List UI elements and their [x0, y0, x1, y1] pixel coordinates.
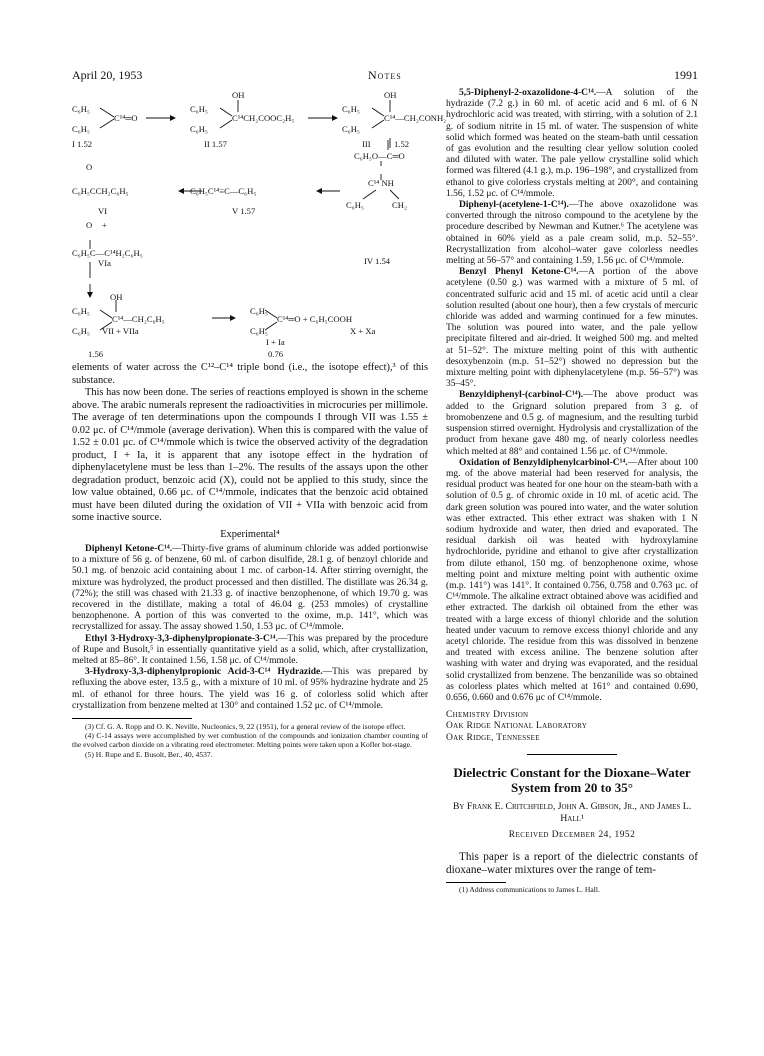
- scheme-IV-mid: C¹⁴ NH: [368, 178, 394, 188]
- scheme-III-value: 1.52: [394, 139, 410, 149]
- exp-acetylene: [446, 200, 698, 267]
- scheme-VII-label: VII + VIIa: [102, 326, 139, 336]
- exp-oxidation-body: —After about 100 mg. of the above material had been reserved for analysis, the residual product was heated for one hour on the steam-bath with a solution of 0.5 g. of chromic oxide in 10 ml. of acetic acid. The dark green solution was poured into water, and the water solution was ether extracted. This ether extract was shaken with 1 N sodium hydroxide and water, then dried and evaporated. The residual darkish oil was heated with hydroxylamine hydrochloride, pyridine and ethanol to give after crystallization from dilute ethanol, 150 mg. of benzophenone oxime, whose melting point and mixture melting point with authentic oxime (m.p. 141°) was 141°. It contained 0.756, 0.758 and 0.763 μc. of C¹⁴/mmole. The alkaline extract obtained above was acidified and ether extracted. The darkish oil obtained from the ether was treated with a large excess of thionyl chloride and the solution heated under vacuum to remove excess thionyl chloride and any acetyl chloride. The residue from this was dissolved in benzene and treated with excess aniline. The benzene solution after washing with water and drying was evaporated, and the residual solid crystallized from benzene. The benzanilide was so obtained as colorless plates which melted at 161° and contained 0.690, 0.656, 0.660 and 0.676 μc of C¹⁴/mmole.: [446, 457, 699, 703]
- exp-oxazolidone-body: —A solution of the hydrazide (7.2 g.) in 60 ml. of acetic acid and 6 ml. of 6 N hydrochloric acid was treated, with stirring, with a solution of 2.1 g. of sodium nitrite in 15 ml. of water. The suspension of white solid which formed was heated on the steam-bath until cessation of gas evolution and the resulting clear yellow solution cooled and diluted with water. The pale yellow crystalline solid which formed was filtered (4.1 g.), m.p. 196–198°, and crystallized from ethanol to give colorless crystals melting at 200°, and containing 1.56, 1.52 μc. of C¹⁴/mmole.: [446, 88, 698, 199]
- scheme-III-label: III: [362, 139, 371, 149]
- exp-ethyl-ester-body: —This was prepared by the procedure of Rupe and Busolt,⁵ in essentially quantitative yield as a solid, which, after crystallization, melted at 85–86°. It contained 1.56, 1.58 μc. of C¹⁴/mmole.: [72, 633, 428, 667]
- exp-benzyl-phenyl-ketone-body: —A portion of the above acetylene (0.50 g.) was warmed with a mixture of 5 ml. of concentrated sulfuric acid and 15 ml. of acetic acid until a clear solution resulted (about one hour), then a few crystals of mercuric chloride was added and warming continued for a few minutes. The solution was poured into water, and the pale yellow precipitate filtered and air-dried. It weighed 500 mg. and melted at 51–52°. The mixture melting point of this with authentic desoxybenzoin (m.p. 51–52°) showed no depression but the mixture melting point with diphenylacetylene (m.p. 56–57°) was 35–45°.: [446, 267, 698, 390]
- scheme-VII-ph2: C₆H₅: [72, 326, 90, 336]
- exp-oxidation-title: Oxidation of Benzyldiphenylcarbinol-C¹⁴.: [459, 457, 628, 468]
- running-section: Notes: [368, 68, 402, 82]
- scheme-I-label: I 1.52: [72, 139, 93, 149]
- scheme-III-core: C¹⁴—CH₂CONH₂: [384, 113, 447, 123]
- scheme-VI-o: O: [86, 162, 93, 172]
- scheme-VIa-label: VIa: [98, 258, 111, 268]
- left-column: [72, 362, 428, 759]
- reaction-scheme: [72, 86, 477, 360]
- scheme-Ia-value: 0.76: [268, 349, 284, 359]
- footnote-4: (4) C-14 assays were accomplished by wet combustion of the compounds and ionization chamber counting of the evolved carbon dioxide on a vibrating reed electrometer. Melting points were taken upon a Kofler hot-stage.: [72, 731, 428, 750]
- exp-hydrazide-body: —This was prepared by refluxing the above ester, 13.5 g., with a mixture of 10 ml. of 95% hydrazine hydrate and 25 ml. of ethanol for three hours. The yield was 16 g. of colorless solid which after crystallization from benzene melted at 130° and contained 1.52 μc. of C¹⁴/mmole.: [72, 667, 428, 711]
- scheme-I-core: C¹⁴═O: [114, 113, 138, 123]
- exp-oxazolidone: [446, 88, 698, 200]
- scheme-VII-ph1: C₆H₅: [72, 306, 90, 316]
- article-title: Dielectric Constant for the Dioxane–Water System from 20 to 35°: [453, 764, 691, 795]
- scheme-II-oh: OH: [232, 90, 245, 100]
- footnote-3: (3) Cf. G. A. Ropp and O. K. Neville, Nucleonics, 9, 22 (1951), for a general review of the isotope effect.: [85, 722, 406, 732]
- scheme-I-ph2: C₆H₅: [72, 124, 90, 134]
- scheme-I-ph1: C₆H₅: [72, 104, 90, 114]
- footnote-rule: [72, 718, 192, 719]
- exp-carbinol-title: Benzyldiphenyl-(carbinol-C¹⁴).: [459, 390, 584, 401]
- scheme-VIa-formula: C₆H₅C—C¹⁴H₂C₆H₅: [72, 248, 143, 258]
- scheme-Ia-ph2: C₆H₅: [250, 326, 268, 336]
- footnote-5: (5) H. Rupe and E. Busolt, Ber., 40, 4537.: [85, 749, 213, 759]
- scheme-V-label: V 1.57: [232, 206, 256, 216]
- running-date: April 20, 1953: [72, 68, 143, 82]
- scheme-II-label: II 1.57: [204, 139, 227, 149]
- scheme-VII-oh: OH: [110, 292, 123, 302]
- affiliation-division: Chemistry Division: [446, 710, 529, 721]
- footnote-rule-right: [446, 882, 506, 883]
- exp-acetylene-title: Diphenyl-(acetylene-1-C¹⁴).: [459, 200, 569, 211]
- scheme-X-label: X + Xa: [350, 326, 376, 336]
- exp-ethyl-ester-title: Ethyl 3-Hydroxy-3,3-diphenylpropionate-3-C¹⁴.: [85, 633, 278, 644]
- scheme-IV-bot2: CH₂: [392, 200, 407, 210]
- article-intro: This paper is a report of the dielectric constants of dioxane–water mixtures over the range of tem-: [446, 850, 698, 877]
- scheme-IV-top: C₆H₅O—C═O: [354, 151, 405, 161]
- exp-oxazolidone-title: 5,5-Diphenyl-2-oxazolidone-4-C¹⁴.: [459, 88, 597, 98]
- scheme-III-ph2: C₆H₅: [342, 124, 360, 134]
- exp-diphenyl-ketone-title: Diphenyl Ketone-C¹⁴.: [85, 544, 173, 554]
- affiliation-lab: Oak Ridge National Laboratory: [446, 721, 588, 732]
- exp-hydrazide-title: 3-Hydroxy-3,3-diphenylpropionic Acid-3-C¹⁴ Hydrazide.: [85, 667, 323, 678]
- exp-benzyl-phenyl-ketone: [446, 267, 698, 390]
- received-date: Received December 24, 1952: [508, 829, 636, 840]
- scheme-III-oh: OH: [384, 90, 397, 100]
- exp-carbinol: [446, 390, 698, 457]
- article-separator: [527, 754, 617, 755]
- left-paragraph-2: This has now been done. The series of reactions employed is shown in the scheme above. The arabic numerals represent the radioactivities in microcuries per millimole. The average of ten determinations upon the compounds I through VII was 1.55 ± 0.02 μc. of C¹⁴/mmole (average derivation). When this is compared with the value of 1.52 ± 0.01 μc. of C¹⁴/mmole which is twice the observed activity of the degradation product, I + Ia, it is apparent that any isotope effect in the hydration of diphenylacetylene must be less than 1–2%. The results of the assays upon the other degradation product, benzoic acid (X), could not be applied to this study, since the low value obtained, 0.66 μc. of C¹⁴/mmole, indicates that the benzoic acid obtained must have been diluted during the oxidation of VII + VIIa with benzoic acid from some inactive source.: [72, 387, 428, 523]
- scheme-IV-label: IV 1.54: [364, 256, 391, 266]
- affiliation-location: Oak Ridge, Tennessee: [446, 732, 540, 743]
- scheme-II-ph1: C₆H₅: [190, 104, 208, 114]
- scheme-II-ph2: C₆H₅: [190, 124, 208, 134]
- experimental-heading: Experimental⁴: [220, 528, 280, 540]
- page-number: 1991: [674, 68, 698, 82]
- article-authors: By Frank E. Critchfield, John A. Gibson, Jr., and James L. Hall¹: [452, 800, 692, 824]
- scheme-Ia-core: C¹⁴═O + C₆H₅COOH: [277, 314, 353, 324]
- exp-diphenyl-ketone: [72, 544, 428, 634]
- scheme-V-formula: C₆H₅C¹⁴≡C—C₆H₅: [190, 186, 257, 196]
- right-column: [446, 88, 698, 894]
- exp-carbinol-body: —The above product was added to the Grignard solution prepared from 3 g. of bromobenzene and 0.5 g. of magnesium, and the resulting turbid suspension stirred overnight. Hydrolysis and crystallization of the product from hexane gave 480 mg. of nearly colorless needles which melted at 88° and contained 1.56 μc. of C¹⁴/mmole.: [446, 390, 698, 457]
- scheme-VII-value: 1.56: [88, 349, 104, 359]
- exp-benzyl-phenyl-ketone-title: Benzyl Phenyl Ketone-C¹⁴.: [459, 267, 579, 278]
- scheme-VIa-o: O: [86, 220, 93, 230]
- exp-oxidation: [446, 458, 698, 704]
- scheme-VI-formula: C₆H₅CCH₂C₆H₅: [72, 186, 129, 196]
- scheme-VII-core: C¹⁴—CH₂C₆H₅: [112, 314, 165, 324]
- exp-acetylene-body: —The above oxazolidone was converted through the nitroso compound to the acetylene by the procedure described by Newman and Kutner.⁶ The acetylene was obtained in 60% yield as a pale cream solid, m.p. 52–55°. Recrystallization from alcohol–water gave colorless needles melting at 56–57° and containing 1.59, 1.56 μc. of C¹⁴/mmole.: [446, 200, 698, 267]
- scheme-IV-bot1: C₆H₅: [346, 200, 364, 210]
- left-paragraph-1: elements of water across the C¹²–C¹⁴ triple bond (i.e., the isotope effect),³ of this substance.: [72, 362, 428, 386]
- scheme-II-core: C¹⁴CH₂COOC₂H₅: [232, 113, 295, 123]
- scheme-III-ph1: C₆H₅: [342, 104, 360, 114]
- exp-hydrazide: [72, 667, 428, 712]
- exp-ethyl-ester: [72, 634, 428, 668]
- scheme-Ia-ph1: C₆H₅: [250, 306, 268, 316]
- footnote-1: (1) Address communications to James L. Hall.: [459, 884, 600, 894]
- scheme-VI-label: VI: [98, 206, 108, 216]
- scheme-plus: +: [102, 220, 107, 230]
- exp-diphenyl-ketone-body: —Thirty-five grams of aluminum chloride was added portionwise to a mixture of 56 g. of benzene, 60 ml. of carbon disulfide, 28.1 g. of benzoyl chloride and 50.1 mg. of benzoic acid containing about 1 mc. of carbon-14. After stirring overnight, the mixture was hydrolyzed, the product processed and then distilled. The distillate was 26.34 g. (72%); the still was chased with 21.33 g. of inactive benzophenone, of which 19.70 g. was recovered in the distillate, making a total of 46.04 g. (253 mmoles) of crystalline benzophenone. A portion of this was converted to the oxime, m.p. 141°, which was recrystallized for assay. The assay showed 1.50, 1.53 μc. of C¹⁴/mmole.: [72, 544, 428, 633]
- scheme-Ia-label: I + Ia: [266, 337, 285, 347]
